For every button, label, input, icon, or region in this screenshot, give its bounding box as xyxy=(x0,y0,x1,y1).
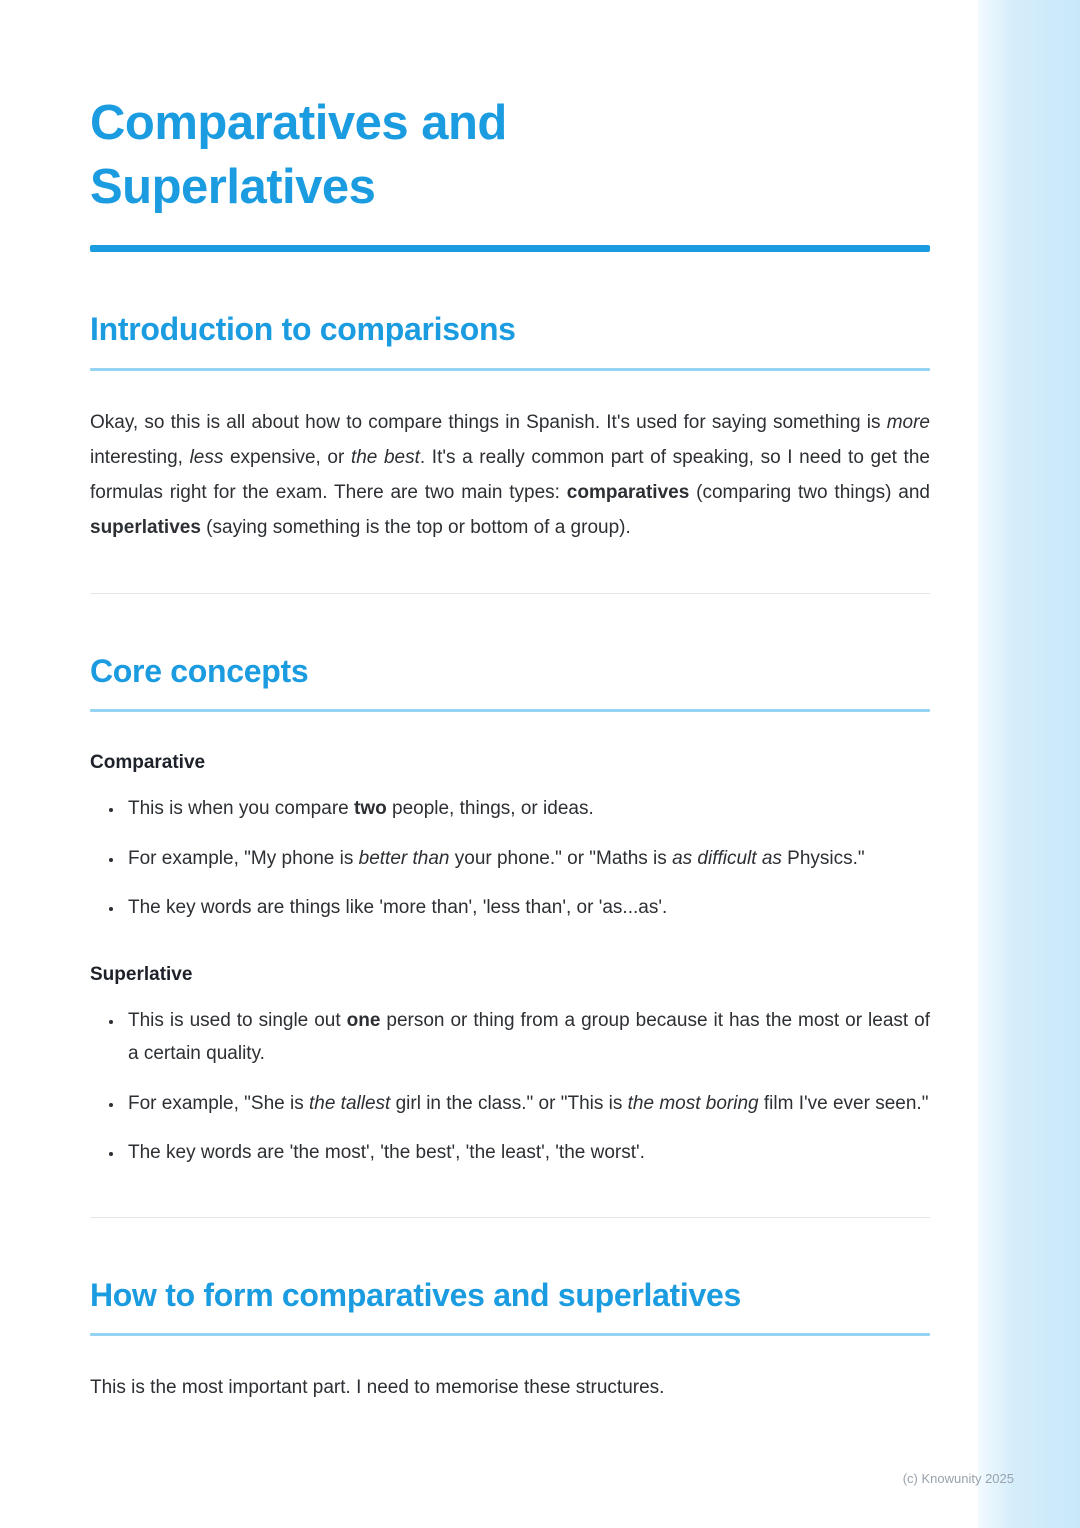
list-item: • This is when you compare two people, things, or ideas. xyxy=(124,792,930,825)
section-heading-introduction: Introduction to comparisons xyxy=(90,311,516,348)
section-rule-how-to-form xyxy=(90,1333,930,1336)
section-how-to-form xyxy=(90,1274,930,1405)
subheading-superlative: Superlative xyxy=(90,964,193,986)
list-item: • For example, "She is the tallest girl in the class." or "This is the most boring film I've ever seen." xyxy=(124,1087,930,1120)
subheading-comparative: Comparative xyxy=(90,752,206,774)
document-content xyxy=(90,0,930,1405)
section-introduction xyxy=(90,308,930,545)
superlative-bullet-list xyxy=(90,1004,930,1169)
right-accent-strip xyxy=(978,0,1080,1528)
section-heading-how-to-form: How to form comparatives and superlatives xyxy=(90,1277,741,1314)
section-divider-1 xyxy=(90,593,930,594)
section-divider-2 xyxy=(90,1217,930,1218)
list-item: • The key words are things like 'more than', 'less than', or 'as...as'. xyxy=(124,891,930,924)
list-item: • This is used to single out one person or thing from a group because it has the most or least of a certain quality. xyxy=(124,1004,930,1071)
page-title: Comparatives and Superlatives xyxy=(90,96,507,214)
introduction-paragraph: Okay, so this is all about how to compare things in Spanish. It's used for saying something is more interesting, less expensive, or the best. It's a really common part of speaking, so I need to get the formulas right for the exam. There are two main types: comparatives (comparing two things) and superlatives (saying something is the top or bottom of a group). xyxy=(90,411,931,538)
list-item: • The key words are 'the most', 'the best', 'the least', 'the worst'. xyxy=(124,1136,930,1169)
section-rule-introduction xyxy=(90,368,930,371)
how-to-form-paragraph: This is the most important part. I need to memorise these structures. xyxy=(90,1377,665,1399)
title-rule xyxy=(90,245,930,252)
list-item: • For example, "My phone is better than your phone." or "Maths is as difficult as Physics." xyxy=(124,842,930,875)
watermark: (c) Knowunity 2025 xyxy=(902,1471,1014,1486)
section-core-concepts xyxy=(90,650,930,1169)
comparative-bullet-list xyxy=(90,792,930,924)
section-heading-core-concepts: Core concepts xyxy=(90,653,309,690)
section-rule-core-concepts xyxy=(90,709,930,712)
